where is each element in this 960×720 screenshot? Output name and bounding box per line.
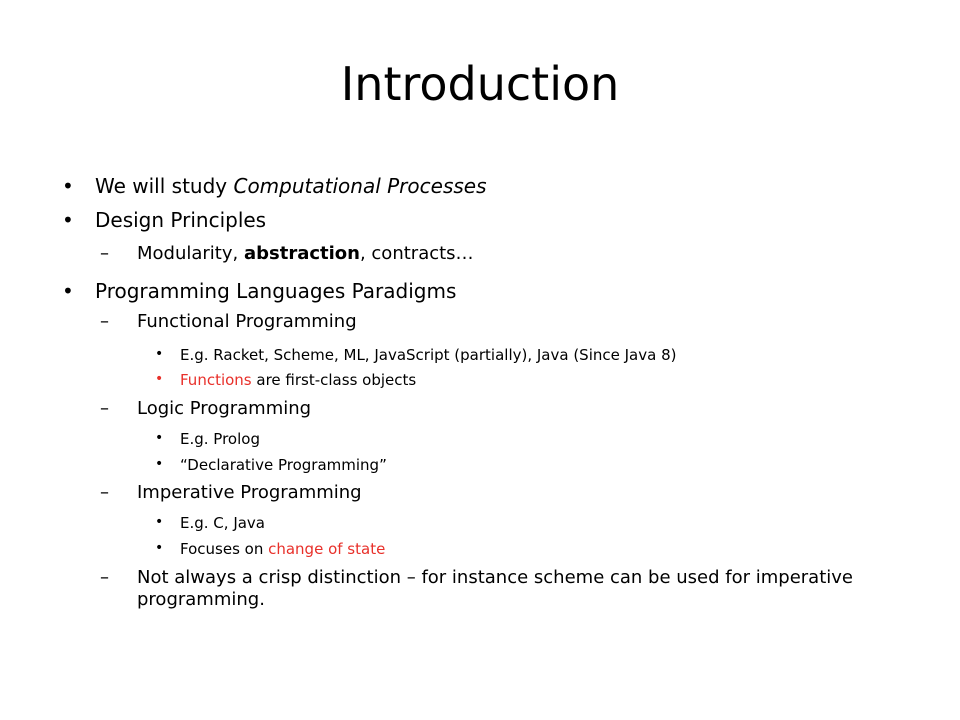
dash-marker: –	[100, 311, 109, 332]
bullet-marker: •	[62, 208, 74, 232]
subsubbullet-text: E.g. C, Java	[180, 514, 265, 532]
subbullet-text: Imperative Programming	[137, 482, 362, 503]
subsubbullet-text: Functions are first-class objects	[180, 371, 417, 389]
subsubbullet-text: E.g. Prolog	[180, 430, 260, 448]
bullet-marker: •	[155, 456, 164, 472]
bullet-marker: •	[155, 540, 164, 556]
bullet-marker: •	[155, 371, 164, 387]
bullet-marker: •	[155, 514, 164, 530]
subsubbullet-text: E.g. Racket, Scheme, ML, JavaScript (partially), Java (Since Java 8)	[180, 346, 677, 364]
subbullet-text: Not always a crisp distinction – for instance scheme can be used for imperative programming.	[137, 567, 854, 610]
emphasis-text: Computational Processes	[233, 174, 487, 198]
bullet-text: Programming Languages Paradigms	[95, 279, 457, 303]
subsubbullet-text: “Declarative Programming”	[180, 456, 387, 474]
dash-marker: –	[100, 567, 109, 588]
bullet-marker: •	[155, 430, 164, 446]
bullet-text: We will study Computational Processes	[95, 174, 487, 198]
bullet-marker: •	[62, 174, 74, 198]
subbullet-text: Functional Programming	[137, 311, 357, 332]
slide-title: Introduction	[340, 57, 620, 111]
bold-text: abstraction	[243, 243, 360, 264]
highlight-text: Functions	[180, 371, 252, 389]
dash-marker: –	[100, 482, 109, 503]
bullet-text: Design Principles	[95, 208, 267, 232]
dash-marker: –	[100, 243, 109, 264]
subsubbullet-text: Focuses on change of state	[180, 540, 386, 558]
highlight-text: change of state	[268, 540, 386, 558]
subbullet-text: Modularity, abstraction, contracts…	[137, 243, 474, 264]
bullet-marker: •	[155, 346, 164, 362]
bullet-marker: •	[62, 279, 74, 303]
subbullet-text: Logic Programming	[137, 398, 312, 419]
dash-marker: –	[100, 398, 109, 419]
